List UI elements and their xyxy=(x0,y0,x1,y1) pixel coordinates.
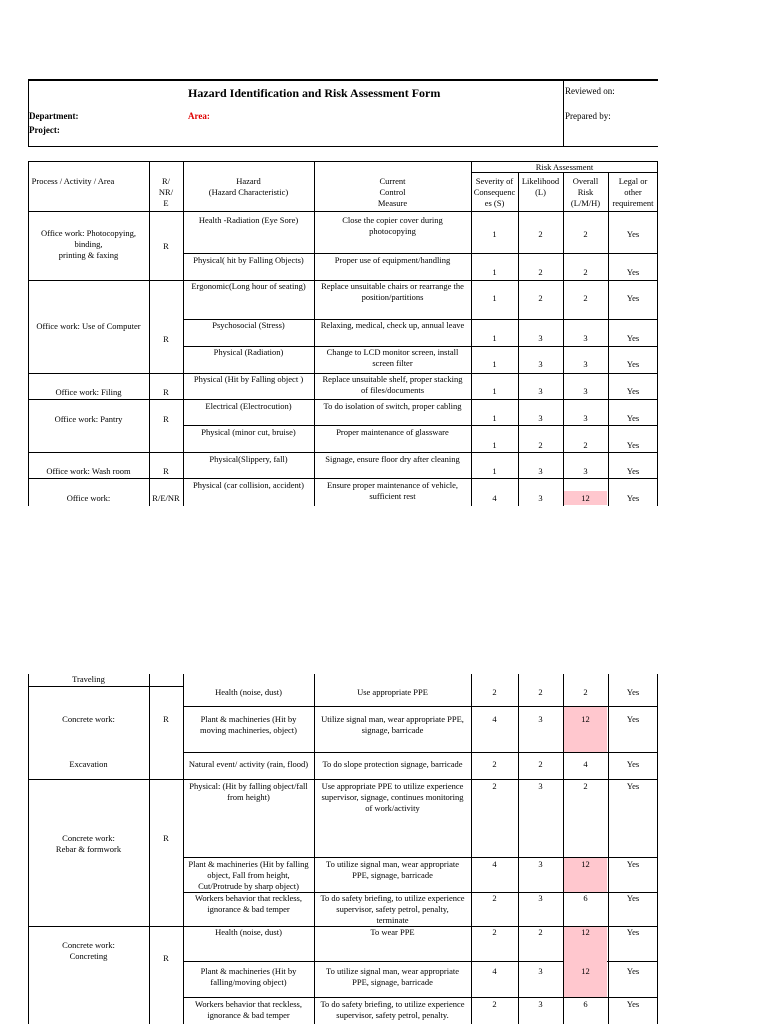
control-cell: To do safety briefing, to utilize experience supervisor, safety petrol, penalty. xyxy=(320,999,465,1020)
hazard-cell: Workers behavior that reckless, ignorance & bad temper xyxy=(195,999,302,1020)
severity-cell: 4 xyxy=(492,859,497,869)
hazard-cell: Workers behavior that reckless, ignorance & bad temper xyxy=(195,893,302,914)
severity-cell: 1 xyxy=(492,386,497,396)
hazard-column-header: Hazard (Hazard Characteristic) xyxy=(208,176,289,197)
control-cell: Use appropriate PPE to utilize experience supervisor, signage, continues monitoring of work/activity xyxy=(321,781,464,813)
process-cell: Office work: Filing xyxy=(55,387,122,397)
legal-cell: Yes xyxy=(626,927,640,937)
likelihood-cell: 3 xyxy=(538,466,543,476)
hazard-cell: Physical (Hit by Falling object ) xyxy=(193,374,304,384)
severity-cell: 1 xyxy=(492,413,497,423)
control-cell: Relaxing, medical, check up, annual leave xyxy=(320,320,465,330)
control-column-header: Current Control Measure xyxy=(377,176,408,208)
likelihood-cell: 2 xyxy=(538,687,543,697)
overall-risk-column-header: Overall Risk (L/M/H) xyxy=(570,176,601,208)
hazard-cell: Physical(Slippery, fall) xyxy=(209,454,288,464)
hazard-cell: Physical: (Hit by falling object/fall from height) xyxy=(189,781,308,802)
overall-risk-cell: 3 xyxy=(583,333,588,343)
rnre-cell: R xyxy=(163,241,169,251)
overall-risk-cell: 2 xyxy=(583,687,588,697)
hazard-cell: Electrical (Electrocution) xyxy=(205,401,292,411)
likelihood-cell: 2 xyxy=(538,293,543,303)
likelihood-cell: 2 xyxy=(538,440,543,450)
severity-cell: 2 xyxy=(492,687,497,697)
legal-cell: Yes xyxy=(626,229,640,239)
severity-cell: 1 xyxy=(492,440,497,450)
overall-risk-cell: 3 xyxy=(583,359,588,369)
legal-cell: Yes xyxy=(626,466,640,476)
severity-cell: 4 xyxy=(492,714,497,724)
rnre-cell: R xyxy=(163,833,169,843)
hazard-cell: Psychosocial (Stress) xyxy=(212,320,285,330)
control-cell: Change to LCD monitor screen, install screen filter xyxy=(326,347,459,368)
legal-cell: Yes xyxy=(626,413,640,423)
rnre-cell: R xyxy=(163,466,169,476)
rnre-cell: R xyxy=(163,387,169,397)
legal-cell: Yes xyxy=(626,687,640,697)
legal-cell: Yes xyxy=(626,859,640,869)
likelihood-cell: 2 xyxy=(538,927,543,937)
hazard-cell: Physical (minor cut, bruise) xyxy=(201,427,296,437)
control-cell: To do isolation of switch, proper cabling xyxy=(323,401,462,411)
hazard-cell: Plant & machineries (Hit by falling/moving object) xyxy=(200,966,297,987)
department-label: Department: xyxy=(29,111,79,121)
project-label: Project: xyxy=(29,125,60,135)
rnre-cell: R/E/NR xyxy=(152,493,180,503)
likelihood-cell: 3 xyxy=(538,966,543,976)
hazard-cell: Ergonomic(Long hour of seating) xyxy=(191,281,306,291)
process-cell: Excavation xyxy=(69,759,108,769)
overall-risk-cell: 6 xyxy=(583,999,588,1009)
control-cell: To wear PPE xyxy=(370,927,415,937)
reviewed-on-label: Reviewed on: xyxy=(565,86,615,96)
severity-column-header: Severity of Consequenc es (S) xyxy=(473,176,516,208)
likelihood-cell: 3 xyxy=(538,859,543,869)
likelihood-cell: 3 xyxy=(538,333,543,343)
control-cell: Replace unsuitable chairs or rearrange the position/partitions xyxy=(321,281,464,302)
form-title: Hazard Identification and Risk Assessment Form xyxy=(188,86,441,100)
risk-assessment-header: Risk Assessment xyxy=(535,162,594,172)
control-cell: To utilize signal man, wear appropriate PPE, signage, barricade xyxy=(326,859,459,880)
overall-risk-cell: 4 xyxy=(583,759,588,769)
overall-risk-cell: 12 xyxy=(581,714,590,724)
severity-cell: 1 xyxy=(492,229,497,239)
legal-cell: Yes xyxy=(626,759,640,769)
process-cell: Concrete work: Concreting xyxy=(62,940,115,961)
control-cell: Proper use of equipment/handling xyxy=(334,255,451,265)
likelihood-cell: 3 xyxy=(538,386,543,396)
hazard-cell: Plant & machineries (Hit by falling object, Fall from height, Cut/Protrude by sharp object) xyxy=(188,859,309,891)
severity-cell: 2 xyxy=(492,781,497,791)
severity-cell: 1 xyxy=(492,359,497,369)
overall-risk-cell: 2 xyxy=(583,293,588,303)
rnre-cell: R xyxy=(163,334,169,344)
control-cell: To do slope protection signage, barricade xyxy=(322,759,463,769)
legal-cell: Yes xyxy=(626,333,640,343)
severity-cell: 1 xyxy=(492,333,497,343)
hazard-cell: Physical( hit by Falling Objects) xyxy=(193,255,304,265)
control-cell: Utilize signal man, wear appropriate PPE, signage, barricade xyxy=(321,714,464,735)
rnre-cell: R xyxy=(163,414,169,424)
likelihood-cell: 3 xyxy=(538,893,543,903)
likelihood-cell: 3 xyxy=(538,781,543,791)
overall-risk-cell: 12 xyxy=(581,493,590,503)
hazard-cell: Physical (Radiation) xyxy=(213,347,284,357)
severity-cell: 2 xyxy=(492,759,497,769)
severity-cell: 4 xyxy=(492,966,497,976)
control-cell: Close the copier cover during photocopying xyxy=(342,215,443,236)
hazard-cell: Natural event/ activity (rain, flood) xyxy=(188,759,309,769)
legal-cell: Yes xyxy=(626,359,640,369)
process-cell: Office work: Use of Computer xyxy=(36,321,141,331)
rnre-column-header: R/ NR/ E xyxy=(158,176,174,208)
process-cell: Office work: Wash room xyxy=(46,466,131,476)
process-cell: Office work: xyxy=(66,493,111,503)
control-cell: Use appropriate PPE xyxy=(357,687,428,697)
legal-cell: Yes xyxy=(626,893,640,903)
likelihood-cell: 3 xyxy=(538,999,543,1009)
process-cell: Concrete work: xyxy=(62,714,115,724)
severity-cell: 1 xyxy=(492,466,497,476)
legal-cell: Yes xyxy=(626,493,640,503)
area-label: Area: xyxy=(188,111,210,121)
legal-cell: Yes xyxy=(626,267,640,277)
hazard-cell: Health (noise, dust) xyxy=(215,687,282,697)
overall-risk-cell: 12 xyxy=(581,966,590,976)
overall-risk-cell: 2 xyxy=(583,781,588,791)
overall-risk-cell: 12 xyxy=(581,927,590,937)
process-cell: Office work: Pantry xyxy=(54,414,123,424)
overall-risk-cell: 2 xyxy=(583,267,588,277)
severity-cell: 4 xyxy=(492,493,497,503)
overall-risk-cell: 3 xyxy=(583,466,588,476)
control-cell: To do safety briefing, to utilize experience supervisor, safety petrol, penalty, terminate xyxy=(320,893,465,925)
severity-cell: 1 xyxy=(492,267,497,277)
control-cell: To utilize signal man, wear appropriate PPE, signage, barricade xyxy=(326,966,459,987)
legal-cell: Yes xyxy=(626,386,640,396)
overall-risk-cell: 2 xyxy=(583,229,588,239)
process-cell: Office work: Photocopying, binding, printing & faxing xyxy=(41,228,136,260)
hazard-cell: Physical (car collision, accident) xyxy=(193,480,304,490)
hazard-cell: Health (noise, dust) xyxy=(215,927,282,937)
likelihood-column-header: Likelihood (L) xyxy=(521,176,560,197)
likelihood-cell: 2 xyxy=(538,759,543,769)
control-cell: Proper maintenance of glassware xyxy=(336,427,449,437)
rnre-cell: R xyxy=(163,714,169,724)
legal-cell: Yes xyxy=(626,999,640,1009)
severity-cell: 2 xyxy=(492,927,497,937)
overall-risk-cell: 12 xyxy=(581,859,590,869)
overall-risk-cell: 2 xyxy=(583,440,588,450)
legal-cell: Yes xyxy=(626,714,640,724)
likelihood-cell: 3 xyxy=(538,714,543,724)
process-cell: Traveling xyxy=(72,674,105,684)
overall-risk-cell: 3 xyxy=(583,386,588,396)
control-cell: Signage, ensure floor dry after cleaning xyxy=(325,454,460,464)
likelihood-cell: 2 xyxy=(538,229,543,239)
severity-cell: 1 xyxy=(492,293,497,303)
prepared-by-label: Prepared by: xyxy=(565,111,611,121)
severity-cell: 2 xyxy=(492,999,497,1009)
legal-cell: Yes xyxy=(626,440,640,450)
severity-cell: 2 xyxy=(492,893,497,903)
legal-cell: Yes xyxy=(626,781,640,791)
legal-column-header: Legal or other requirement xyxy=(612,176,654,208)
control-cell: Replace unsuitable shelf, proper stacking of files/documents xyxy=(322,374,463,395)
legal-cell: Yes xyxy=(626,966,640,976)
rnre-cell: R xyxy=(163,953,169,963)
process-column-header: Process / Activity / Area xyxy=(31,176,115,186)
process-cell: Concrete work: Rebar & formwork xyxy=(55,833,122,854)
hazard-cell: Health -Radiation (Eye Sore) xyxy=(198,215,299,225)
likelihood-cell: 3 xyxy=(538,413,543,423)
likelihood-cell: 3 xyxy=(538,359,543,369)
likelihood-cell: 3 xyxy=(538,493,543,503)
hazard-cell: Plant & machineries (Hit by moving machineries, object) xyxy=(199,714,297,735)
control-cell: Ensure proper maintenance of vehicle, sufficient rest xyxy=(327,480,458,501)
legal-cell: Yes xyxy=(626,293,640,303)
likelihood-cell: 2 xyxy=(538,267,543,277)
overall-risk-cell: 3 xyxy=(583,413,588,423)
overall-risk-cell: 6 xyxy=(583,893,588,903)
